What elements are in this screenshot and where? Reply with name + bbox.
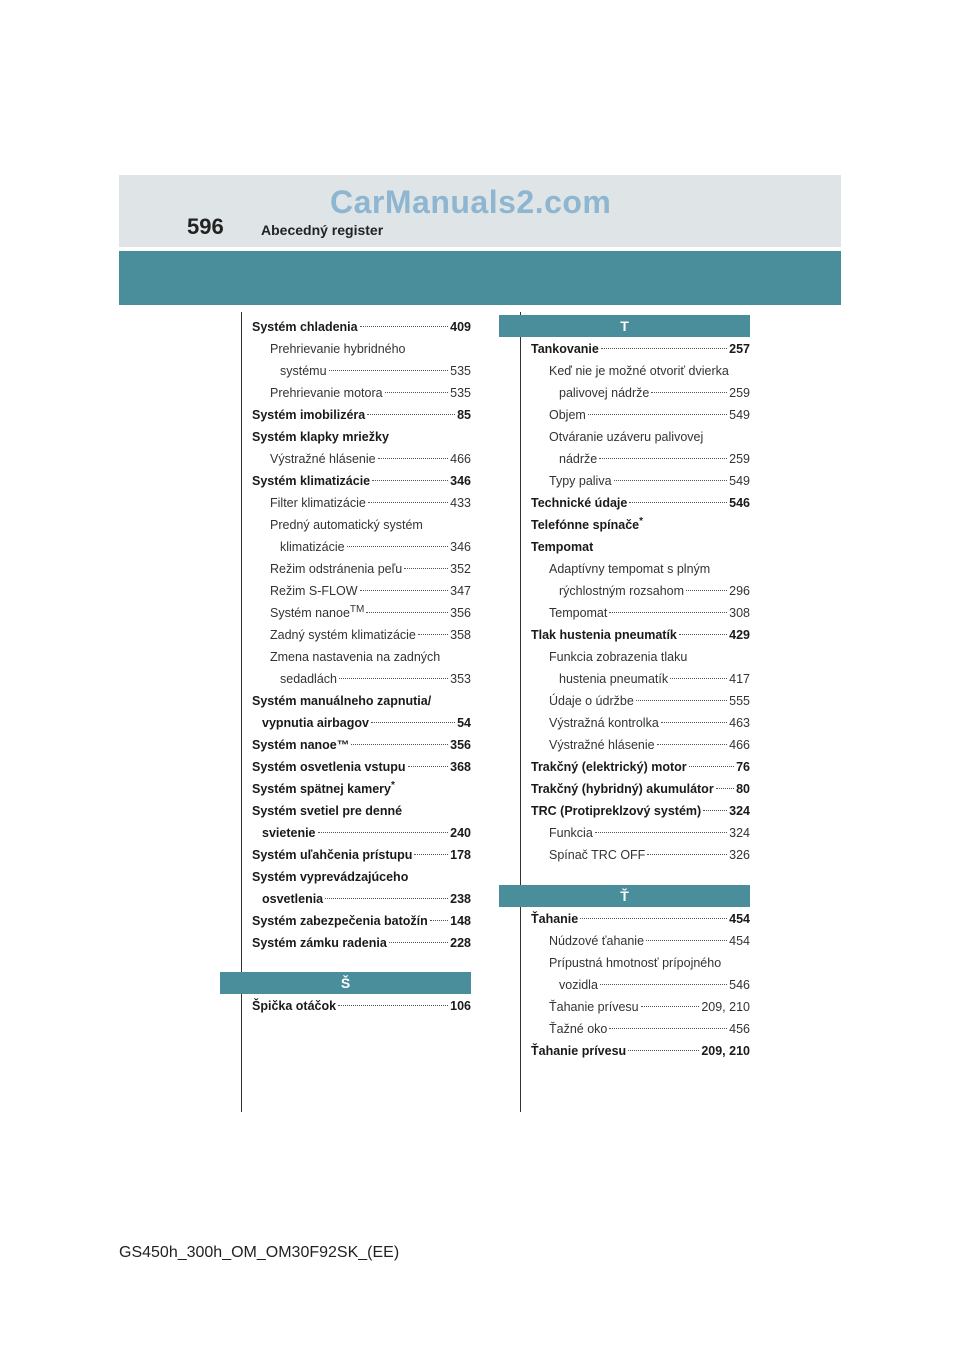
index-entry: svietenie 240 (262, 826, 471, 840)
index-entry: Systém spätnej kamery* (252, 779, 395, 796)
index-subentry: Zmena nastavenia na zadných (270, 650, 441, 664)
index-entry: Systém vyprevádzajúceho (252, 870, 409, 884)
index-entry: Systém nanoe™ 356 (252, 738, 471, 752)
index-entry: Systém zabezpečenia batožín 148 (252, 914, 471, 928)
index-subentry: Funkcia 324 (549, 826, 750, 840)
index-entry: Systém chladenia 409 (252, 320, 471, 334)
right-index-column-t (531, 338, 750, 866)
index-subentry: Adaptívny tempomat s plným (549, 562, 711, 576)
index-subentry: Ťahanie prívesu 209, 210 (549, 1000, 750, 1014)
index-subentry: nádrže 259 (559, 452, 750, 466)
index-subentry: sedadlách 353 (280, 672, 471, 686)
index-subentry: Výstražné hlásenie 466 (549, 738, 750, 752)
index-subentry: Zadný systém klimatizácie 358 (270, 628, 471, 642)
right-index-column-t-caron (531, 908, 750, 1062)
index-entry: Špička otáčok 106 (252, 999, 471, 1013)
index-entry: osvetlenia 238 (262, 892, 471, 906)
index-entry: Systém svetiel pre denné (252, 804, 403, 818)
index-entry: Systém klimatizácie 346 (252, 474, 471, 488)
index-entry: Technické údaje 546 (531, 496, 750, 510)
index-subentry: Režim S-FLOW 347 (270, 584, 471, 598)
index-subentry: Typy paliva 549 (549, 474, 750, 488)
left-index-column (252, 316, 471, 954)
section-letter-t-caron: Ť (499, 885, 750, 907)
index-entry: Systém imobilizéra 85 (252, 408, 471, 422)
index-subentry: Filter klimatizácie 433 (270, 496, 471, 510)
index-subentry: rýchlostným rozsahom 296 (559, 584, 750, 598)
index-subentry: Údaje o údržbe 555 (549, 694, 750, 708)
index-subentry: Prehrievanie motora 535 (270, 386, 471, 400)
index-entry: Systém zámku radenia 228 (252, 936, 471, 950)
index-subentry: Keď nie je možné otvoriť dvierka (549, 364, 729, 378)
index-subentry: systému 535 (280, 364, 471, 378)
index-subentry: Ťažné oko 456 (549, 1022, 750, 1036)
section-letter-t: T (499, 315, 750, 337)
index-subentry: palivovej nádrže 259 (559, 386, 750, 400)
index-subentry: Objem 549 (549, 408, 750, 422)
index-entry: Systém klapky mriežky (252, 430, 389, 444)
index-entry: Ťahanie prívesu 209, 210 (531, 1044, 750, 1058)
index-subentry: Núdzové ťahanie 454 (549, 934, 750, 948)
index-subentry: Výstražná kontrolka 463 (549, 716, 750, 730)
index-entry: Telefónne spínače* (531, 515, 644, 532)
index-entry: Ťahanie 454 (531, 912, 750, 926)
index-entry: Trakčný (elektrický) motor 76 (531, 760, 750, 774)
index-subentry: Predný automatický systém (270, 518, 423, 532)
index-subentry: Prípustná hmotnosť prípojného (549, 956, 722, 970)
left-index-column-s-caron (252, 995, 471, 1017)
section-title: Abecedný register (261, 222, 384, 238)
index-subentry: Otváranie uzáveru palivovej (549, 430, 704, 444)
index-subentry: Funkcia zobrazenia tlaku (549, 650, 688, 664)
page-number: 596 (187, 214, 224, 239)
index-entry: Systém osvetlenia vstupu 368 (252, 760, 471, 774)
index-subentry: Spínač TRC OFF 326 (549, 848, 750, 862)
index-entry: vypnutia airbagov 54 (262, 716, 471, 730)
index-subentry: Systém nanoe™ 356 (270, 603, 471, 620)
index-entry: Tankovanie 257 (531, 342, 750, 356)
index-subentry: Prehrievanie hybridného (270, 342, 406, 356)
index-entry: Systém uľahčenia prístupu 178 (252, 848, 471, 862)
center-divider (520, 312, 521, 1112)
index-entry: Tempomat (531, 540, 594, 554)
index-subentry: Výstražné hlásenie 466 (270, 452, 471, 466)
index-entry: Tlak hustenia pneumatík 429 (531, 628, 750, 642)
index-subentry: hustenia pneumatík 417 (559, 672, 750, 686)
index-subentry: klimatizácie 346 (280, 540, 471, 554)
document-code-footer: GS450h_300h_OM_OM30F92SK_(EE) (119, 1244, 400, 1261)
index-entry: Trakčný (hybridný) akumulátor 80 (531, 782, 750, 796)
index-subentry: Tempomat 308 (549, 606, 750, 620)
index-subentry: Režim odstránenia peľu 352 (270, 562, 471, 576)
index-entry: TRC (Protipreklzový systém) 324 (531, 804, 750, 818)
index-subentry: vozidla 546 (559, 978, 750, 992)
index-entry: Systém manuálneho zapnutia/ (252, 694, 432, 708)
section-letter-s-caron: Š (220, 972, 471, 994)
watermark-logo: CarManuals2.com (330, 184, 612, 220)
teal-banner (119, 251, 841, 305)
